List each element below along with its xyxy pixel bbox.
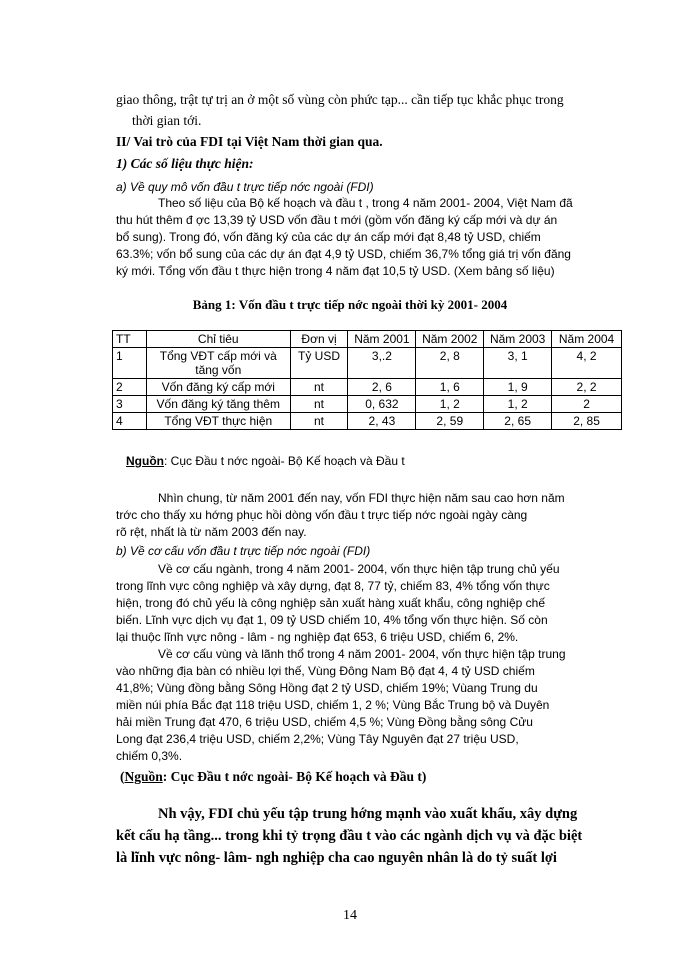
paragraph-b1-line: hiện, trong đó chủ yếu là công nghiệp sản xuất hàng xuất khẩu, công nghiệp chế bbox=[116, 596, 545, 610]
source-note bbox=[126, 453, 405, 469]
table-cell: 1, 2 bbox=[416, 396, 484, 413]
paragraph-b2-line: chiếm 0,3%. bbox=[116, 749, 183, 763]
subheading-a: a) Về quy mô vốn đầu t trực tiếp nớc ngoài (FDI) bbox=[116, 180, 374, 194]
header-cell: TT bbox=[113, 331, 147, 348]
header-cell: Năm 2004 bbox=[552, 331, 622, 348]
paragraph-b1-line: trong lĩnh vực công nghiệp và xây dựng, đạt 8, 77 tỷ, chiếm 83, 4% tổng vốn thực bbox=[116, 579, 550, 593]
table-cell: 0, 632 bbox=[348, 396, 416, 413]
table-cell: nt bbox=[290, 379, 348, 396]
table-cell: 4 bbox=[113, 413, 147, 430]
table-cell: 2 bbox=[113, 379, 147, 396]
table-row bbox=[113, 413, 622, 430]
paragraph-b2-line: 41,8%; Vùng đồng bằng Sông Hồng đạt 2 tỷ USD, chiếm 19%; Vùang Trung du bbox=[116, 681, 538, 695]
table-cell: 1, 9 bbox=[484, 379, 552, 396]
table-cell: 1 bbox=[113, 348, 147, 379]
source-label: Nguồn bbox=[124, 769, 163, 784]
table-cell: 2, 85 bbox=[552, 413, 622, 430]
source-text: : Cục Đầu t nớc ngoài- Bộ Kế hoạch và Đầu t) bbox=[162, 769, 427, 784]
paragraph-a-line: bổ sung). Trong đó, vốn đăng ký của các dự án cấp mới đạt 8,48 tỷ USD, chiếm bbox=[116, 230, 541, 244]
subheading-b: b) Về cơ cấu vốn đầu t trực tiếp nớc ngoài (FDI) bbox=[116, 544, 371, 558]
paragraph-b1-line: lại thuộc lĩnh vực nông - lâm - ng nghiệp đạt 653, 6 triệu USD, chiếm 6, 2%. bbox=[116, 630, 519, 644]
table-row bbox=[113, 396, 622, 413]
source-note bbox=[120, 769, 426, 785]
summary-line: trớc cho thấy xu hớng phục hồi dòng vốn đầu t trực tiếp nớc ngoài ngày càng bbox=[116, 508, 528, 522]
paragraph-b1-line: biến. Lĩnh vực dịch vụ đạt 1, 09 tỷ USD chiếm 10, 4% tổng vốn thực hiện. Số còn bbox=[116, 613, 548, 627]
header-cell: Năm 2002 bbox=[416, 331, 484, 348]
paragraph-b2-line: Về cơ cấu vùng và lãnh thổ trong 4 năm 2001- 2004, vốn thực hiện tập trung bbox=[158, 647, 566, 661]
source-text: : Cục Đầu t nớc ngoài- Bộ Kế hoạch và Đầu t bbox=[164, 454, 405, 468]
table-cell: 3 bbox=[113, 396, 147, 413]
header-cell: Chỉ tiêu bbox=[146, 331, 290, 348]
table-title: Bảng 1: Vốn đầu t trực tiếp nớc ngoài thời kỳ 2001- 2004 bbox=[192, 297, 508, 312]
table-row bbox=[113, 348, 622, 379]
conclusion-line: Nh vậy, FDI chủ yếu tập trung hớng mạnh vào xuất khẩu, xây dựng bbox=[158, 806, 578, 822]
table-cell: 2, 6 bbox=[348, 379, 416, 396]
table-cell: 2 bbox=[552, 396, 622, 413]
table-cell: 2, 43 bbox=[348, 413, 416, 430]
conclusion-line: kết cấu hạ tầng... trong khi tỷ trọng đầu t vào các ngành dịch vụ và đặc biệt bbox=[116, 828, 583, 844]
summary-line: Nhìn chung, từ năm 2001 đến nay, vốn FDI thực hiện năm sau cao hơn năm bbox=[158, 491, 565, 505]
table-cell: 1, 2 bbox=[484, 396, 552, 413]
paragraph-a-line: 63.3%; vốn bổ sung của các dự án đạt 4,9 tỷ USD, chiếm 36,7% tổng giá trị vốn đăng bbox=[116, 247, 571, 261]
page-number: 14 bbox=[343, 908, 357, 923]
table-cell: Vốn đăng ký cấp mới bbox=[146, 379, 290, 396]
paragraph-b2-line: Long đạt 236,4 triệu USD, chiếm 2,2%; Vùng Tây Nguyên đạt 27 triệu USD, bbox=[116, 732, 519, 746]
table-cell: Tổng VĐT cấp mới và tăng vốn bbox=[146, 348, 290, 379]
conclusion-line: là lĩnh vực nông- lâm- ngh nghiệp cha cao nguyên nhân là do tỷ suất lợi bbox=[116, 850, 557, 866]
section-heading: II/ Vai trò của FDI tại Việt Nam thời gian qua. bbox=[116, 134, 383, 149]
table-cell: Tỷ USD bbox=[290, 348, 348, 379]
intro-line: thời gian tới. bbox=[132, 113, 202, 128]
table-cell: 2, 65 bbox=[484, 413, 552, 430]
paragraph-b1-line: Về cơ cấu ngành, trong 4 năm 2001- 2004, vốn thực hiện tập trung chủ yếu bbox=[158, 562, 560, 576]
header-cell: Năm 2003 bbox=[484, 331, 552, 348]
paragraph-a-line: ký mới. Tổng vốn đầu t thực hiện trong 4 năm đạt 10,5 tỷ USD. (Xem bảng số liệu) bbox=[116, 264, 555, 278]
table-cell: 4, 2 bbox=[552, 348, 622, 379]
table-header-row bbox=[113, 331, 622, 348]
source-label: Nguồn bbox=[126, 454, 164, 468]
paragraph-a-line: Theo số liệu của Bộ kế hoạch và đầu t , trong 4 năm 2001- 2004, Việt Nam đã bbox=[158, 196, 573, 210]
table-cell: 3,.2 bbox=[348, 348, 416, 379]
summary-line: rõ rệt, nhất là từ năm 2003 đến nay. bbox=[116, 525, 307, 539]
paragraph-b2-line: hải miền Trung đạt 470, 6 triệu USD, chiếm 4,5 %; Vùng Đồng bằng sông Cửu bbox=[116, 715, 533, 729]
table-cell: Tổng VĐT thực hiện bbox=[146, 413, 290, 430]
subsection-heading: 1) Các số liệu thực hiện: bbox=[116, 156, 254, 171]
table-row bbox=[113, 379, 622, 396]
paragraph-b2-line: miền núi phía Bắc đạt 118 triệu USD, chiếm 1, 2 %; Vùng Bắc Trung bộ và Duyên bbox=[116, 698, 550, 712]
table-cell: nt bbox=[290, 396, 348, 413]
table-cell: 2, 8 bbox=[416, 348, 484, 379]
table-cell: 1, 6 bbox=[416, 379, 484, 396]
table-cell: 3, 1 bbox=[484, 348, 552, 379]
header-cell: Năm 2001 bbox=[348, 331, 416, 348]
table-cell: nt bbox=[290, 413, 348, 430]
paragraph-a-line: thu hút thêm đ ợc 13,39 tỷ USD vốn đầu t mới (gồm vốn đăng ký cấp mới và dự án bbox=[116, 213, 558, 227]
source-open-paren: ( bbox=[120, 769, 125, 784]
data-table bbox=[112, 330, 622, 430]
paragraph-b2-line: vào những địa bàn có nhiều lợi thế, Vùng Đông Nam Bộ đạt 4, 4 tỷ USD chiếm bbox=[116, 664, 535, 678]
table-cell: 2, 2 bbox=[552, 379, 622, 396]
table-cell: 2, 59 bbox=[416, 413, 484, 430]
table-cell: Vốn đăng ký tăng thêm bbox=[146, 396, 290, 413]
header-cell: Đơn vị bbox=[290, 331, 348, 348]
intro-line: giao thông, trật tự trị an ở một số vùng còn phức tạp... cần tiếp tục khắc phục trong bbox=[116, 92, 564, 107]
